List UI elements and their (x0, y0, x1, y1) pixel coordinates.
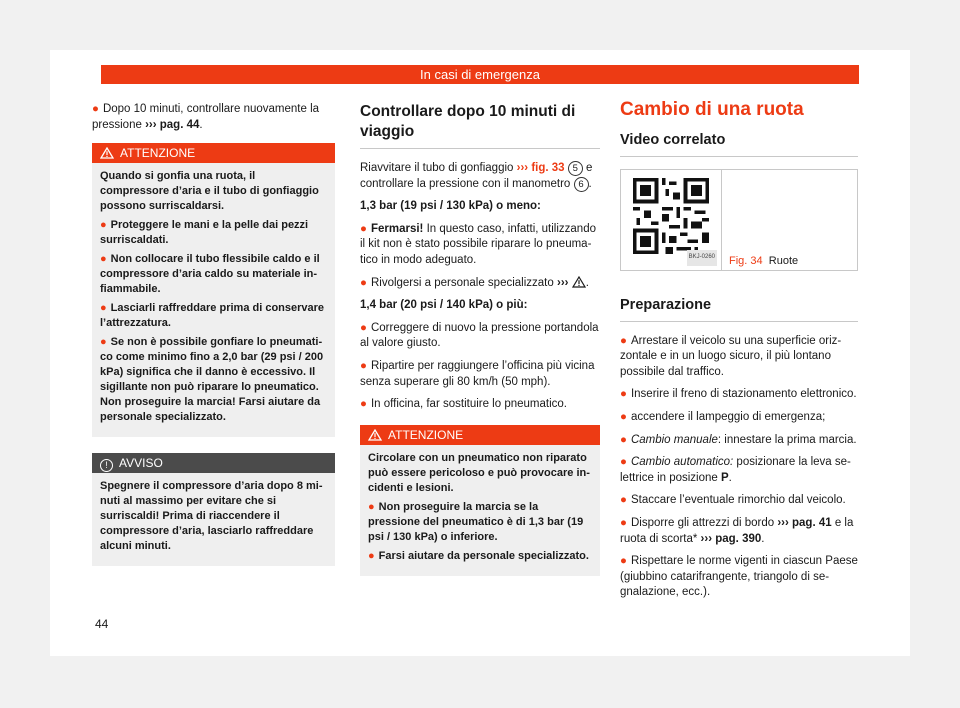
bullet-icon: ● (92, 103, 99, 115)
warning-triangle-icon (100, 147, 114, 159)
list-item: ● Arrestare il veicolo su una superficie orizzontale e in un luogo sicuro, il più lontano possibile dal traffico. (620, 334, 842, 378)
case-heading: 1,4 bar (20 psi / 140 kPa) o più: (360, 299, 528, 312)
warning-body (360, 445, 600, 576)
warning-text: Quando si gonfia una ruota, il compressore d’aria e il tubo di gonfiaggio possono surriscaldarsi. (100, 170, 319, 213)
qr-code-icon[interactable] (629, 178, 713, 254)
warning-item: ● Se non è possibile gonfiare lo pneumatico come minimo fino a 2,0 bar (29 psi / 200 kPa) significa che il danno è eccessivo. Il sigillante non può riparare lo pneumatico. Non proseguire la marcia! Farsi aiutare da personale specializzato. (100, 336, 324, 424)
list-item: ● Ripartire per raggiungere l’officina più vicina senza superare gli 80 km/h (50 mph). (360, 359, 595, 388)
list-item: ● Cambio manuale: innestare la prima marcia. (620, 433, 857, 446)
page-reference[interactable]: ››› pag. 44 (145, 118, 200, 131)
warning-triangle-icon (572, 276, 586, 288)
notice-header: ! AVVISO (92, 453, 335, 473)
column-middle (360, 102, 600, 576)
prep-heading: Preparazione (620, 295, 858, 322)
warning-item: ● Proteggere le mani e la pelle dai pezzi surriscaldati. (100, 219, 309, 247)
warning-item: ● Lasciarli raffreddare prima di conservare l’attrezzatura. (100, 302, 325, 330)
warning-header: ATTENZIONE (92, 143, 335, 163)
notice-body (92, 473, 335, 566)
figure-image (621, 170, 722, 270)
warning-body (92, 163, 335, 437)
intro-paragraph: ● Dopo 10 minuti, controllare nuovamente la pressione ››› pag. 44. (92, 103, 320, 131)
list-item: ● Correggere di nuovo la pressione portandola al valore giusto. (360, 321, 599, 350)
notice-text: Spegnere il compressore d’aria dopo 8 minuti al massimo per evitare che si surriscaldi! Prima di riaccendere il compressore d’aria, lasciarlo raffreddare alcuni minuti. (100, 480, 323, 553)
warning-item: ● Non proseguire la marcia se la pressione del pneumatico è di 1,3 bar (19 psi / 130 kPa) o inferiore. (368, 500, 584, 543)
warning-text: Circolare con un pneumatico non riparato può essere pericoloso e può provocare incidenti e lesioni. (368, 451, 590, 494)
warning-triangle-icon (368, 429, 382, 441)
callout-number: 5 (568, 161, 583, 176)
notice-icon: ! (100, 459, 113, 472)
chapter-title: Cambio di una ruota (620, 99, 804, 120)
list-item: ● Disporre gli attrezzi di bordo ››› pag. 41 e la ruota di scorta* ››› pag. 390. (620, 516, 854, 545)
figure-caption: Fig. 34 Ruote (729, 254, 799, 267)
list-item: ● In officina, far sostituire lo pneumatico. (360, 398, 567, 411)
list-item: ● Rispettare le norme vigenti in ciascun Paese (giubbino catarifrangente, triangolo di segnalazione, ecc.). (620, 555, 858, 599)
notice-box (92, 453, 335, 566)
paragraph: Riavvitare il tubo di gonfiaggio ››› fig. 33 5 e controllare la pressione con il manometro 6 . (360, 162, 593, 190)
page-number: 44 (95, 617, 109, 631)
figure-code: BKJ-0260 (687, 250, 717, 266)
figure-box (620, 169, 858, 271)
list-item: ● accendere il lampeggio di emergenza; (620, 410, 826, 423)
warning-item: ● Non collocare il tubo flessibile caldo e il compressore d’aria caldo su materiale infiammabile. (100, 253, 320, 296)
column-left (92, 102, 335, 566)
figure-reference[interactable]: ››› fig. 33 (516, 162, 565, 174)
list-item: ● Cambio automatico: posizionare la leva selettrice in posizione P. (620, 456, 851, 484)
section-header: In casi di emergenza (101, 65, 859, 84)
list-item: ● Inserire il freno di stazionamento elettronico. (620, 388, 857, 401)
warning-box (92, 143, 335, 437)
section-heading: Controllare dopo 10 minuti di viaggio (360, 102, 600, 149)
list-item: ● Staccare l’eventuale rimorchio dal veicolo. (620, 494, 846, 507)
column-right (620, 99, 858, 608)
list-item: ● Rivolgersi a personale specializzato ››› . (360, 276, 589, 289)
warning-item: ● Farsi aiutare da personale specializzato. (368, 549, 589, 562)
case-heading: 1,3 bar (19 psi / 130 kPa) o meno: (360, 200, 541, 213)
warning-box (360, 425, 600, 576)
video-heading: Video correlato (620, 130, 858, 157)
callout-number: 6 (574, 177, 589, 192)
warning-header: ATTENZIONE (360, 425, 600, 445)
list-item: ● Fermarsi! In questo caso, infatti, utilizzando il kit non è stato possibile riparare lo pneumatico in modo adeguato. (360, 222, 596, 266)
